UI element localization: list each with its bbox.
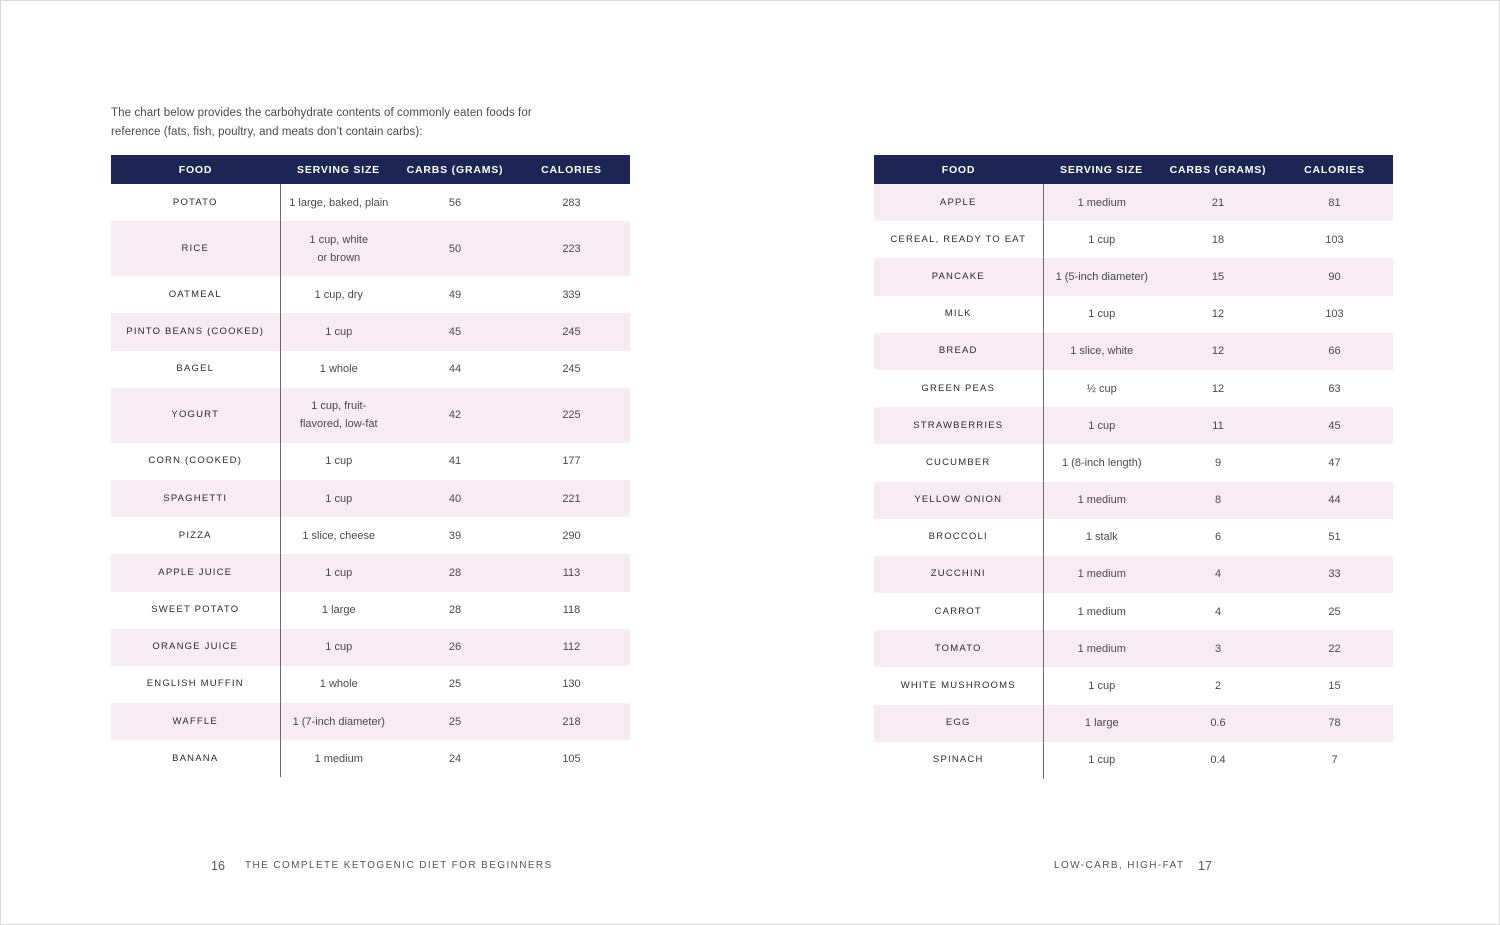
table-row [874,296,1393,333]
serving-size-line: 1 medium [1077,605,1126,618]
calories-cell: 177 [562,455,581,468]
serving-size-cell [280,388,397,443]
calories-cell: 51 [1328,531,1341,544]
calories-cell: 45 [1276,407,1393,444]
serving-size-line: or brown [317,251,361,264]
table-row [874,221,1393,258]
carbs-cell: 26 [397,629,513,666]
page-number-left: 16 [211,859,225,873]
calories-cell: 33 [1276,556,1393,593]
carbs-cell: 3 [1160,630,1276,667]
table-row [874,482,1393,519]
table-row [111,703,630,740]
food-cell: YOGURT [111,388,280,443]
table-row [111,592,630,629]
calories-cell: 63 [1328,382,1341,395]
header-carbs: CARBS (GRAMS) [406,163,504,176]
serving-size-line: 1 cup [325,641,353,654]
serving-size-line: 1 cup [1088,233,1116,246]
calories-cell: 25 [1328,605,1341,618]
food-cell: CEREAL, READY TO EAT [874,221,1043,258]
table-row [111,740,630,777]
serving-size-line: flavored, low-fat [299,418,378,431]
serving-size-line: 1 cup, white [309,233,369,246]
calories-cell: 245 [513,313,630,350]
serving-size-line: 1 (7-inch diameter) [292,715,385,728]
calories-cell: 7 [1331,754,1338,767]
table-row [874,370,1393,407]
serving-size-cell [1043,519,1160,556]
serving-size-cell [280,313,397,350]
carbs-cell: 8 [1160,482,1276,519]
food-cell: SPAGHETTI [111,480,280,517]
food-cell: RICE [111,221,280,276]
food-cell: GREEN PEAS [874,370,1043,407]
calories-cell: 113 [513,554,630,591]
serving-size-line: 1 whole [319,678,358,691]
calories-cell: 225 [513,388,630,443]
carbs-cell: 44 [448,363,462,376]
carbs-cell: 40 [397,480,513,517]
header-serving-size: SERVING SIZE [297,163,380,176]
intro-line-1: The chart below provides the carbohydrate contents of commonly eaten foods for [111,107,532,119]
food-cell: PANCAKE [874,258,1043,295]
carbs-cell: 15 [1160,258,1276,295]
carbs-cell: 28 [448,604,462,617]
serving-size-line: 1 cup [325,566,353,579]
serving-size-line: 1 large [1084,717,1119,730]
food-cell: CORN (COOKED) [111,443,280,480]
food-cell: WHITE MUSHROOMS [874,667,1043,704]
serving-size-cell [1043,184,1160,221]
table-row [111,666,630,703]
table-row [111,443,630,480]
serving-size-line: 1 cup [1088,419,1116,432]
table-row [874,630,1393,667]
calories-cell: 22 [1276,630,1393,667]
carbs-cell: 49 [448,288,462,301]
table-row [874,667,1393,704]
serving-size-cell [280,666,397,703]
food-cell: POTATO [111,184,280,221]
header-calories: CALORIES [1304,163,1365,176]
food-cell: ORANGE JUICE [111,629,280,666]
serving-size-line: 1 cup [325,492,353,505]
carbs-cell: 25 [397,703,513,740]
food-cell: PINTO BEANS (COOKED) [111,313,280,350]
food-cell: STRAWBERRIES [874,407,1043,444]
carbs-cell: 24 [448,752,462,765]
left-carb-table [111,155,630,777]
table-row [111,517,630,554]
serving-size-line: 1 cup, fruit- [311,400,367,413]
table-row [874,333,1393,370]
carbs-cell: 6 [1214,531,1222,544]
carbs-cell: 0.6 [1160,705,1276,742]
serving-size-cell [280,703,397,740]
calories-cell: 223 [513,221,630,276]
header-serving-size: SERVING SIZE [1060,163,1143,176]
serving-size-cell [280,554,397,591]
food-cell: CARROT [874,593,1043,630]
calories-cell: 118 [562,604,581,617]
food-cell: APPLE [874,184,1043,221]
header-calories: CALORIES [541,163,602,176]
serving-size-line: 1 medium [1077,196,1126,209]
serving-size-cell [1043,370,1160,407]
food-cell: SPINACH [874,742,1043,779]
table-row [111,184,630,221]
serving-size-cell [1043,630,1160,667]
food-cell: ENGLISH MUFFIN [111,666,280,703]
carbs-cell: 28 [397,554,513,591]
right-carb-table [874,155,1393,779]
serving-size-line: 1 cup, dry [314,288,363,301]
calories-cell: 78 [1276,705,1393,742]
food-cell: APPLE JUICE [111,554,280,591]
carbs-cell: 42 [397,388,513,443]
serving-size-line: 1 cup [1088,680,1116,693]
food-cell: BANANA [111,740,280,777]
header-carbs: CARBS (GRAMS) [1169,163,1267,176]
calories-cell: 221 [513,480,630,517]
carbs-cell: 4 [1160,556,1276,593]
serving-size-cell [280,276,397,313]
left-table-header [111,155,630,184]
serving-size-cell [280,740,397,777]
carbs-cell: 18 [1211,233,1225,246]
carbs-cell: 12 [1211,382,1225,395]
calories-cell: 103 [1325,308,1344,321]
serving-size-line: 1 cup [1088,308,1116,321]
serving-size-line: 1 cup [325,325,353,338]
calories-cell: 15 [1328,680,1341,693]
carbs-cell: 9 [1214,456,1222,469]
table-row [111,629,630,666]
header-row [111,155,630,184]
serving-size-line: 1 cup [325,455,353,468]
serving-size-line: 1 slice, cheese [302,529,376,542]
carbs-cell: 12 [1160,333,1276,370]
calories-cell: 339 [562,288,581,301]
food-cell: BROCCOLI [874,519,1043,556]
serving-size-cell [1043,556,1160,593]
serving-size-cell [1043,296,1160,333]
food-cell: EGG [874,705,1043,742]
right-table-body [874,184,1393,779]
header-food: FOOD [178,163,213,176]
running-footer-left: THE COMPLETE KETOGENIC DIET FOR BEGINNERS [245,860,553,871]
table-row [874,593,1393,630]
serving-size-cell [1043,667,1160,704]
running-footer-right: LOW-CARB, HIGH-FAT [1054,860,1185,871]
serving-size-line: 1 slice, white [1070,345,1134,358]
table-row [874,556,1393,593]
serving-size-line: 1 medium [1077,494,1126,507]
header-food: FOOD [941,163,976,176]
serving-size-cell [280,629,397,666]
food-cell: MILK [874,296,1043,333]
serving-size-cell [1043,593,1160,630]
table-row [874,258,1393,295]
food-cell: TOMATO [874,630,1043,667]
calories-cell: 112 [513,629,630,666]
table-row [874,184,1393,221]
serving-size-cell [1043,258,1160,295]
header-row [874,155,1393,184]
calories-cell: 105 [562,752,581,765]
calories-cell: 130 [562,678,581,691]
intro-line-2: reference (fats, fish, poultry, and meats don’t contain carbs): [111,126,423,138]
carbs-cell: 41 [448,455,462,468]
serving-size-cell [280,443,397,480]
serving-size-line: 1 cup [1088,754,1116,767]
serving-size-cell [1043,221,1160,258]
serving-size-line: ½ cup [1086,382,1117,395]
carbs-cell: 12 [1211,308,1225,321]
table-row [874,407,1393,444]
calories-cell: 283 [562,196,581,209]
serving-size-cell [280,221,397,276]
serving-size-line: 1 medium [1077,568,1126,581]
table-row [111,276,630,313]
calories-cell: 47 [1328,456,1341,469]
carbs-cell: 39 [448,529,462,542]
carbs-cell: 21 [1160,184,1276,221]
calories-cell: 81 [1276,184,1393,221]
serving-size-line: 1 (8-inch length) [1062,456,1142,469]
carbs-cell: 45 [397,313,513,350]
table-row [111,554,630,591]
food-cell: SWEET POTATO [111,592,280,629]
serving-size-cell [280,184,397,221]
serving-size-cell [1043,705,1160,742]
carbs-cell: 11 [1160,407,1276,444]
serving-size-line: 1 medium [1077,642,1126,655]
food-cell: BAGEL [111,351,280,388]
calories-cell: 66 [1276,333,1393,370]
calories-cell: 290 [562,529,581,542]
serving-size-cell [1043,407,1160,444]
carbs-cell: 4 [1214,605,1222,618]
page-number-right: 17 [1198,859,1212,873]
table-row [111,221,630,276]
carbs-cell: 50 [397,221,513,276]
serving-size-cell [1043,444,1160,481]
table-row [874,705,1393,742]
carbs-cell: 56 [448,196,462,209]
left-table-body [111,184,630,777]
table-row [874,742,1393,779]
serving-size-cell [280,517,397,554]
table-row [874,519,1393,556]
food-cell: OATMEAL [111,276,280,313]
calories-cell: 90 [1276,258,1393,295]
table-row [111,313,630,350]
calories-cell: 218 [513,703,630,740]
carbs-cell: 0.4 [1210,754,1226,767]
food-cell: BREAD [874,333,1043,370]
carbs-cell: 25 [448,678,462,691]
serving-size-line: 1 large [321,604,356,617]
serving-size-line: 1 stalk [1085,531,1118,544]
serving-size-cell [1043,482,1160,519]
serving-size-cell [280,592,397,629]
carbs-cell: 2 [1214,680,1222,693]
serving-size-cell [1043,742,1160,779]
table-row [111,351,630,388]
table-row [111,480,630,517]
food-cell: WAFFLE [111,703,280,740]
table-row [111,388,630,443]
right-table-header [874,155,1393,184]
calories-cell: 245 [562,363,581,376]
food-cell: YELLOW ONION [874,482,1043,519]
intro-paragraph [111,104,581,142]
serving-size-cell [280,351,397,388]
calories-cell: 44 [1276,482,1393,519]
serving-size-line: 1 whole [319,363,358,376]
food-cell: ZUCCHINI [874,556,1043,593]
serving-size-line: 1 medium [314,752,363,765]
serving-size-line: 1 large, baked, plain [289,196,389,209]
table-row [874,444,1393,481]
serving-size-cell [280,480,397,517]
serving-size-line: 1 (5-inch diameter) [1055,270,1148,283]
serving-size-cell [1043,333,1160,370]
food-cell: CUCUMBER [874,444,1043,481]
calories-cell: 103 [1325,233,1344,246]
food-cell: PIZZA [111,517,280,554]
